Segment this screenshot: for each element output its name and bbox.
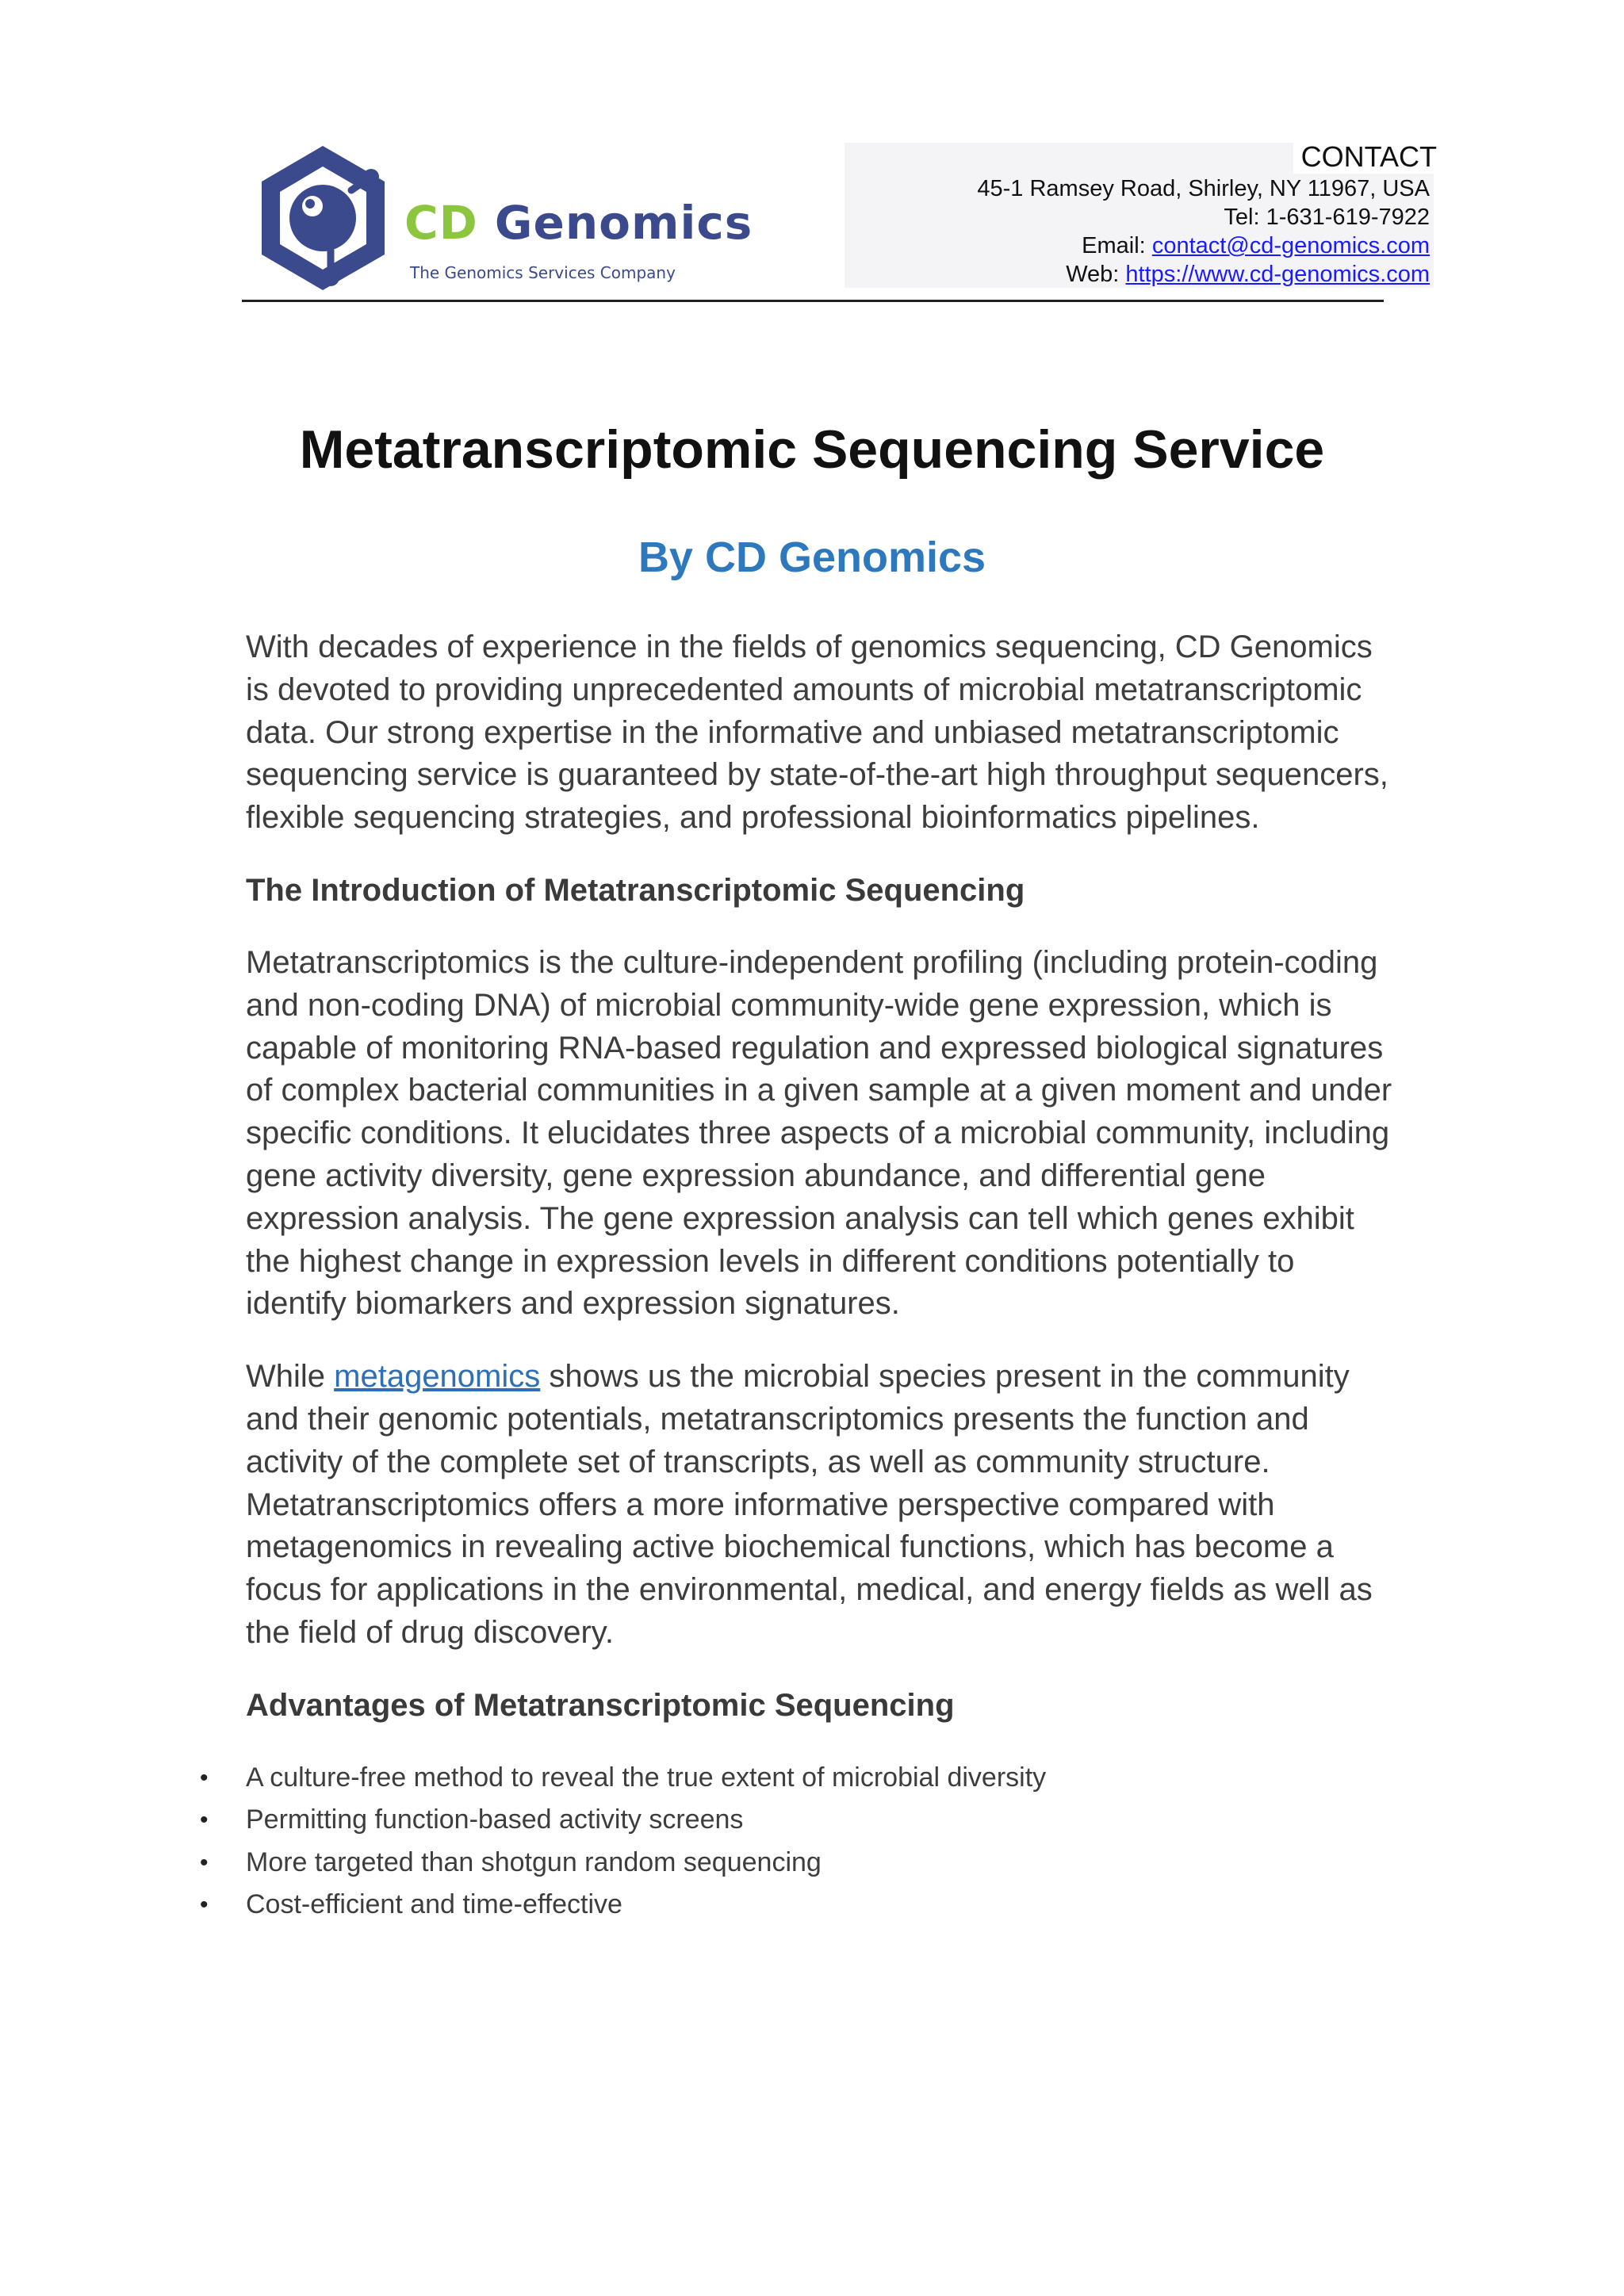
list-item-text: More targeted than shotgun random sequencing xyxy=(246,1846,822,1877)
contact-web-label: Web: xyxy=(1066,262,1126,287)
metagenomics-link[interactable]: metagenomics xyxy=(334,1359,541,1395)
list-item xyxy=(200,1799,1404,1842)
logo-wordmark-genomics: Genomics xyxy=(494,196,753,250)
contact-web-line xyxy=(977,260,1430,289)
introduction-paragraph-2 xyxy=(246,1356,1404,1655)
introduction-paragraph-1: Metatranscriptomics is the culture-independent profiling (including protein-coding and non-coding DNA) of microbial community-wide gene expression, which is capable of monitoring RNA-based regulation and expressed biological signatures of complex bacterial communities in a given sample at a given moment and under specific conditions. It elucidates three aspects of a microbial community, including gene activity diversity, gene expression abundance, and differential gene expression analysis. The gene expression analysis can tell which genes exhibit the highest change in expression levels in different conditions potentially to identify biomarkers and expression signatures. xyxy=(246,944,1392,1322)
paragraph-text: shows us the microbial species present in the community and their genomic potentials, metatranscriptomics presents the function and activity of the complete set of transcripts, as well as community structure. Metatranscriptomics offers a more informative perspective compared with metagenomics in revealing active biochemical functions, which has become a focus for applications in the environmental, medical, and energy fields as well as the field of drug discovery. xyxy=(246,1359,1373,1650)
contact-web-link[interactable]: https://www.cd-genomics.com xyxy=(1125,262,1430,287)
page-subtitle: By CD Genomics xyxy=(638,534,986,581)
bullet-icon: • xyxy=(200,1764,209,1791)
contact-block xyxy=(845,140,1437,288)
header-divider xyxy=(242,300,1384,302)
contact-email-line xyxy=(977,232,1430,260)
logo-wordmark-cd: CD xyxy=(404,196,478,250)
contact-email-link[interactable]: contact@cd-genomics.com xyxy=(1151,233,1430,258)
contact-email-label: Email: xyxy=(1082,233,1152,258)
list-item xyxy=(200,1842,1404,1885)
bullet-icon: • xyxy=(200,1892,209,1919)
contact-address: 45-1 Ramsey Road, Shirley, NY 11967, USA xyxy=(977,176,1430,201)
list-item xyxy=(200,1884,1404,1927)
page-header xyxy=(242,111,1437,301)
logo-hexagon-icon xyxy=(258,143,389,293)
contact-heading: CONTACT xyxy=(1293,140,1437,174)
logo-wordmark xyxy=(404,196,753,250)
list-item-text: Permitting function-based activity screens xyxy=(246,1804,744,1835)
contact-phone: Tel: 1-631-619-7922 xyxy=(1224,205,1430,230)
list-item-text: A culture-free method to reveal the true extent of microbial diversity xyxy=(246,1762,1047,1793)
company-logo[interactable] xyxy=(258,143,805,293)
list-item-text: Cost-efficient and time-effective xyxy=(246,1889,622,1920)
list-item xyxy=(200,1757,1404,1800)
paragraph-text: While xyxy=(246,1359,335,1395)
document-body xyxy=(200,626,1404,1927)
section-heading-introduction: The Introduction of Metatranscriptomic Sequencing xyxy=(246,872,1025,908)
logo-tagline: The Genomics Services Company xyxy=(410,263,676,282)
page-title: Metatranscriptomic Sequencing Service xyxy=(299,419,1325,480)
intro-paragraph: With decades of experience in the fields of genomics sequencing, CD Genomics is devoted to providing unprecedented amounts of microbial metatranscriptomic data. Our strong expertise in the informative and unbiased metatranscriptomic sequencing service is guaranteed by state-of-the-art high throughput sequencers, flexible sequencing strategies, and professional bioinformatics pipelines. xyxy=(246,629,1388,836)
contact-details xyxy=(977,174,1430,289)
section-heading-advantages: Advantages of Metatranscriptomic Sequencing xyxy=(246,1687,955,1723)
advantages-list xyxy=(200,1757,1404,1927)
bullet-icon: • xyxy=(200,1807,209,1834)
bullet-icon: • xyxy=(200,1849,209,1876)
